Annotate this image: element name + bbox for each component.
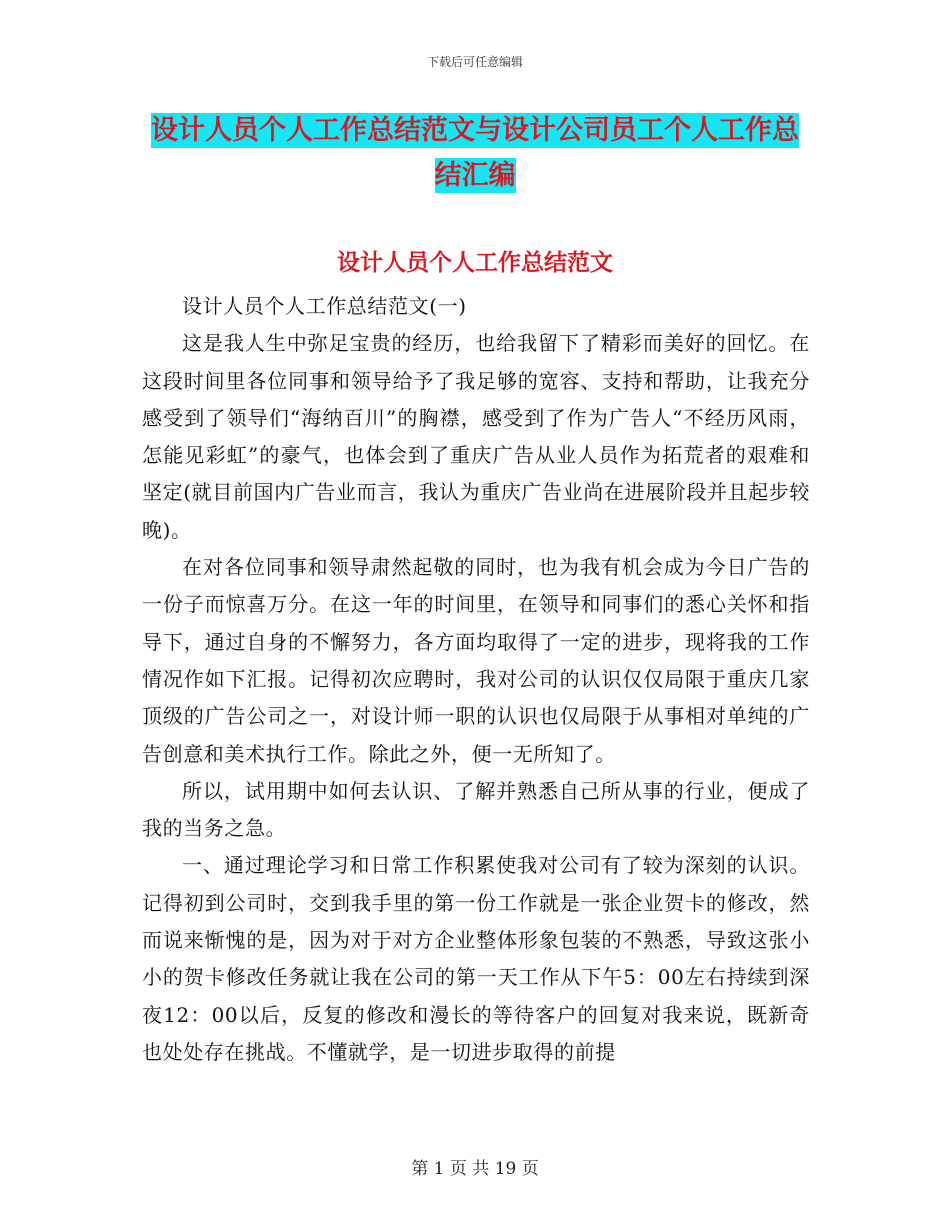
paragraph: 设计人员个人工作总结范文(一)	[182, 294, 467, 318]
body-text	[142, 288, 810, 1071]
header-note: 下载后可任意编辑	[426, 55, 523, 69]
paragraph: 所以，试用期中如何去认识、了解并熟悉自己所从事的行业，便成了我的当务之急。	[142, 778, 810, 841]
section-title: 设计人员个人工作总结范文	[337, 250, 613, 276]
document-title	[150, 108, 800, 198]
document-title-text: 设计人员个人工作总结范文与设计公司员工个人工作总结汇编	[151, 115, 799, 191]
paragraph: 一、通过理论学习和日常工作积累使我对公司有了较为深刻的认识。记得初到公司时，交到我手里的第一份工作就是一张企业贺卡的修改，然而说来惭愧的是，因为对于对方企业整体形象包装的不熟悉，导致这张小小的贺卡修改任务就让我在公司的第一天工作从下午5：00左右持续到深夜12：00以后，反复的修改和漫长的等待客户的回复对我来说，既新奇也处处存在挑战。不懂就学，是一切进步取得的前提	[142, 853, 810, 1064]
paragraph: 在对各位同事和领导肃然起敬的同时，也为我有机会成为今日广告的一份子而惊喜万分。在这一年的时间里，在领导和同事们的悉心关怀和指导下，通过自身的不懈努力，各方面均取得了一定的进步，现将我的工作情况作如下汇报。记得初次应聘时，我对公司的认识仅仅局限于重庆几家顶级的广告公司之一，对设计师一职的认识也仅局限于从事相对单纯的广告创意和美术执行工作。除此之外，便一无所知了。	[142, 555, 810, 766]
paragraph: 这是我人生中弥足宝贵的经历，也给我留下了精彩而美好的回忆。在这段时间里各位同事和领导给予了我足够的宽容、支持和帮助，让我充分感受到了领导们“海纳百川”的胸襟，感受到了作为广告人“不经历风雨，怎能见彩虹”的豪气，也体会到了重庆广告从业人员作为拓荒者的艰难和坚定(就目前国内广告业而言，我认为重庆广告业尚在进展阶段并且起步较晚)。	[142, 331, 810, 542]
page-number: 第 1 页 共 19 页	[411, 1159, 539, 1179]
